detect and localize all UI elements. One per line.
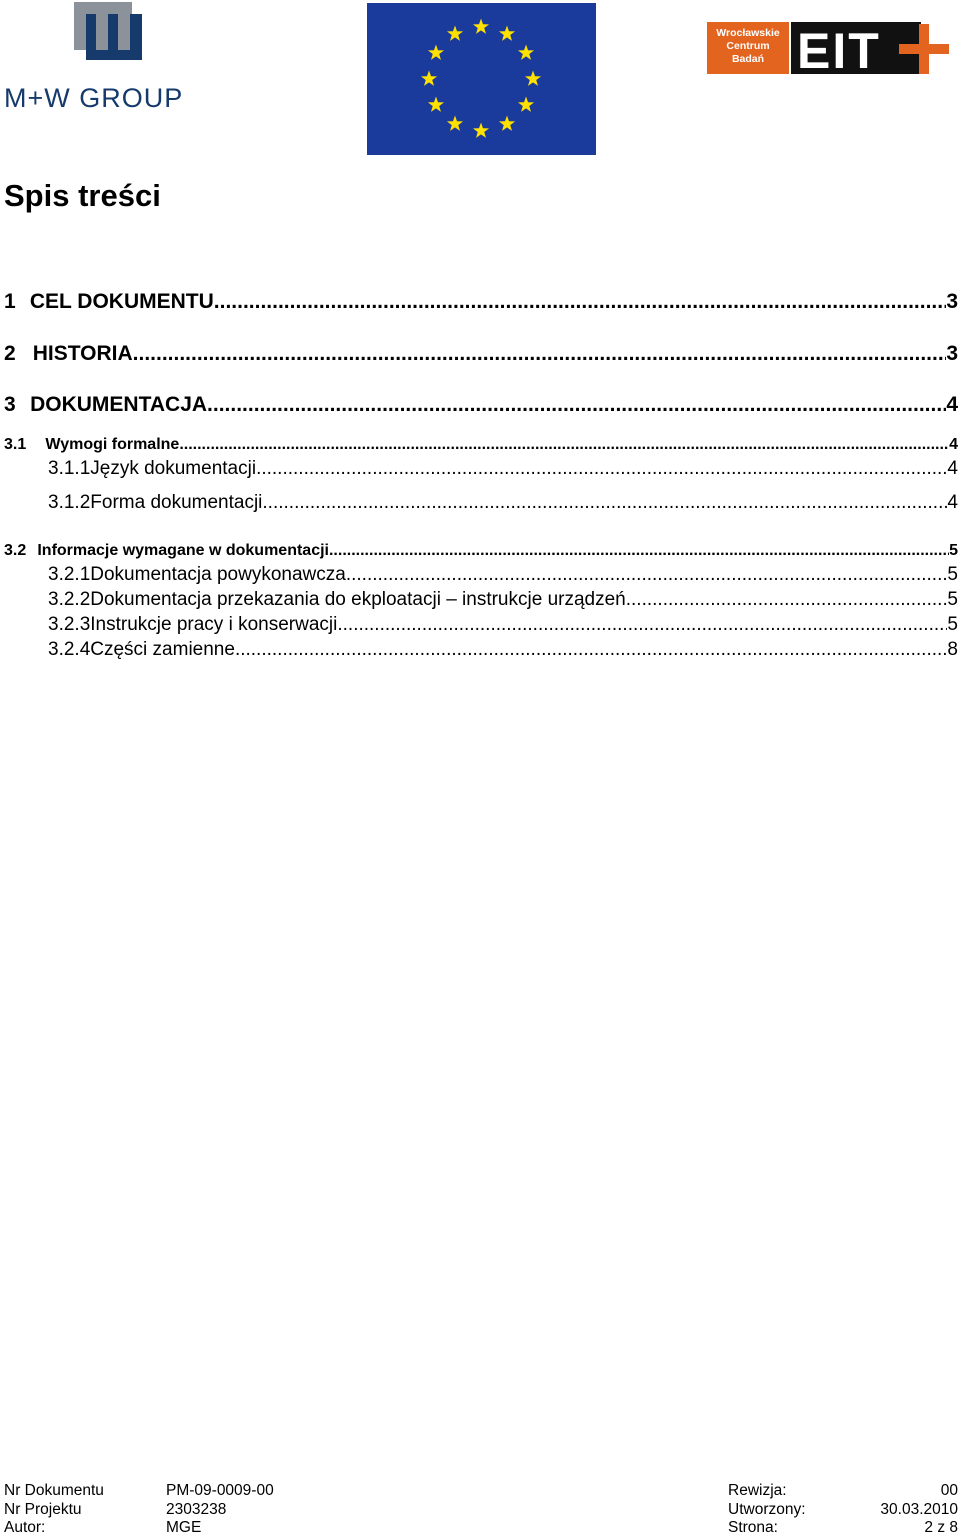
toc-leader bbox=[337, 614, 947, 636]
toc-number: 3.2 bbox=[4, 542, 27, 559]
toc-leader bbox=[179, 436, 949, 454]
footer-label: Autor: bbox=[4, 1519, 46, 1536]
toc-leader bbox=[329, 542, 949, 560]
toc-leader bbox=[214, 290, 947, 314]
wcb-line-3: Badań bbox=[731, 53, 765, 65]
toc-number: 3.2.4 bbox=[48, 639, 91, 660]
toc-entry[interactable] bbox=[4, 290, 958, 314]
toc-entry[interactable] bbox=[48, 564, 958, 586]
toc-title: Instrukcje pracy i konserwacji bbox=[90, 614, 338, 635]
eit-plus-logo bbox=[707, 20, 949, 78]
footer-label: Nr Dokumentu bbox=[4, 1482, 104, 1499]
toc-number: 3.2.2 bbox=[48, 589, 91, 610]
toc-leader bbox=[346, 564, 948, 586]
toc-leader bbox=[631, 589, 947, 611]
toc-page: 8 bbox=[947, 639, 958, 660]
wroclawskie-centrum-badan-logo bbox=[707, 22, 789, 74]
toc-title: Części zamienne bbox=[90, 639, 235, 660]
toc-page: 5 bbox=[949, 542, 958, 559]
mw-group-logo bbox=[4, 2, 216, 110]
toc-page: 4 bbox=[949, 436, 958, 453]
toc-number: 3 bbox=[4, 393, 16, 416]
footer-value: 2303238 bbox=[166, 1501, 227, 1518]
footer-value: PM-09-0009-00 bbox=[166, 1482, 274, 1499]
page-title: Spis treści bbox=[4, 178, 161, 213]
toc-page: 4 bbox=[947, 458, 958, 479]
eit-mark bbox=[791, 20, 949, 78]
wcb-line-1: Wrocławskie bbox=[716, 27, 780, 39]
toc-entry[interactable] bbox=[4, 542, 958, 560]
toc-entry[interactable] bbox=[48, 614, 958, 636]
toc-title: Wymogi formalne bbox=[45, 436, 180, 453]
toc-leader bbox=[133, 342, 947, 366]
toc-title: HISTORIA bbox=[32, 342, 133, 365]
toc-entry[interactable] bbox=[48, 639, 958, 661]
toc-entry[interactable] bbox=[48, 492, 958, 514]
toc-leader bbox=[235, 639, 947, 661]
wcb-line-2: Centrum bbox=[726, 40, 770, 52]
toc-title: DOKUMENTACJA bbox=[30, 393, 208, 416]
footer-label: Strona: bbox=[728, 1519, 778, 1536]
toc-number: 1 bbox=[4, 290, 16, 313]
footer-row bbox=[4, 1482, 958, 1501]
footer-value: 30.03.2010 bbox=[880, 1501, 958, 1518]
toc-entry[interactable] bbox=[4, 342, 958, 366]
footer-label: Rewizja: bbox=[728, 1482, 787, 1499]
toc-title: Informacje wymagane w dokumentacji bbox=[37, 542, 329, 559]
toc-number: 3.2.1 bbox=[48, 564, 91, 585]
toc-entry[interactable] bbox=[4, 436, 958, 454]
footer-value: MGE bbox=[166, 1519, 202, 1536]
toc-number: 3.1 bbox=[4, 436, 27, 453]
svg-text:EIT: EIT bbox=[797, 23, 881, 78]
toc-leader bbox=[262, 492, 947, 514]
toc-page: 5 bbox=[947, 614, 958, 635]
toc-number: 3.1.2 bbox=[48, 492, 91, 513]
footer-label: Utworzony: bbox=[728, 1501, 806, 1518]
toc-title: Dokumentacja przekazania do ekploatacji – instrukcje urządzeń. bbox=[90, 589, 632, 610]
toc-title: Dokumentacja powykonawcza bbox=[90, 564, 346, 585]
footer-value: 2 z 8 bbox=[924, 1519, 958, 1536]
toc-number: 3.2.3 bbox=[48, 614, 91, 635]
footer-row bbox=[4, 1501, 958, 1520]
toc-page: 3 bbox=[946, 290, 958, 313]
toc-page: 4 bbox=[946, 393, 958, 416]
toc-page: 3 bbox=[946, 342, 958, 365]
toc-page: 5 bbox=[947, 564, 958, 585]
toc-number: 3.1.1 bbox=[48, 458, 91, 479]
eu-flag-logo bbox=[367, 3, 596, 155]
toc-leader bbox=[207, 393, 946, 417]
mw-logo-text: M+W GROUP bbox=[4, 83, 184, 110]
toc-entry[interactable] bbox=[4, 393, 958, 417]
toc-title: Forma dokumentacji bbox=[90, 492, 263, 513]
toc-title: CEL DOKUMENTU bbox=[29, 290, 214, 313]
toc-page: 5 bbox=[947, 589, 958, 610]
toc-page: 4 bbox=[947, 492, 958, 513]
toc-leader bbox=[256, 458, 947, 480]
toc-number: 2 bbox=[4, 342, 16, 365]
footer-row bbox=[4, 1519, 958, 1538]
toc-entry[interactable] bbox=[48, 458, 958, 480]
footer-label: Nr Projektu bbox=[4, 1501, 82, 1518]
footer-value: 00 bbox=[940, 1482, 958, 1499]
toc-title: Język dokumentacji bbox=[90, 458, 257, 479]
toc-entry[interactable] bbox=[48, 589, 958, 611]
